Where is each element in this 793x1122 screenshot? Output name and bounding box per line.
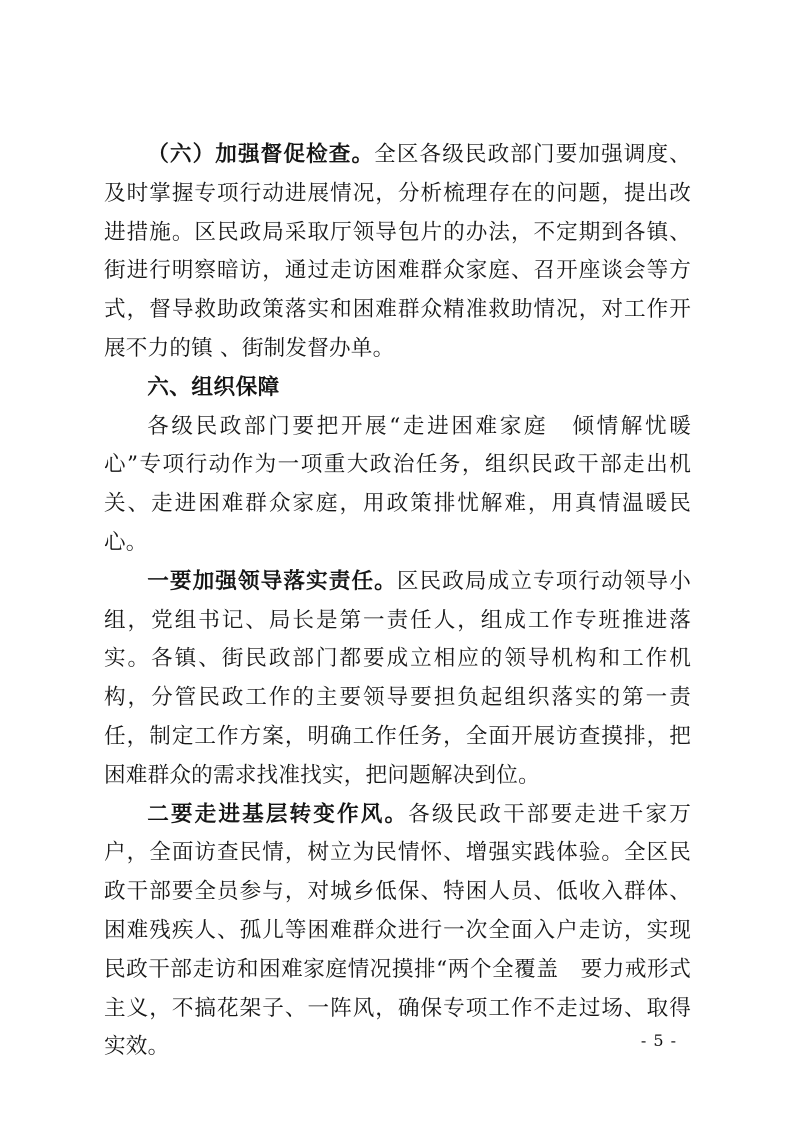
section-heading-text: 六、组织保障: [147, 374, 280, 400]
paragraph-text-strengthen-leadership: 区民政局成立专项行动领导小组，党组书记、局长是第一责任人，组成工作专班推进落实。各镇、街民政部门都要成立相应的领导机构和工作机构，分管民政工作的主要领导要担负起组织落实的第一责任，制定工作方案，明确工作任务，全面开展访查摸排，把困难群众的需求找准找实，把问题解决到位。: [104, 568, 691, 788]
paragraph-text-grassroots-workstyle: 各级民政干部要走进千家万户，全面访查民情，树立为民情怀、增强实践体验。全区民政干部要全员参与，对城乡低保、特困人员、低收入群体、困难残疾人、孤儿等困难群众进行一次全面入户走访，实现民政干部走访和困难家庭情况摸排“两个全覆盖 要力戒形式主义，不搞花架子、一阵风，确保专项工作不走过场、取得实效。: [104, 801, 692, 1060]
paragraph-strengthen-leadership: [104, 563, 691, 796]
paragraph-lead-grassroots-workstyle: 二要走进基层转变作风。: [147, 801, 409, 827]
paragraph-lead-supervision-check: （六）加强督促检查。: [147, 142, 375, 167]
paragraph-supervision-check: [104, 136, 691, 369]
section-heading-organizational-guarantee: [104, 369, 691, 408]
paragraph-text-supervision-check: 全区各级民政部门要加强调度、及时掌握专项行动进展情况，分析梳理存在的问题，提出改进措施。区民政局采取厅领导包片的办法，不定期到各镇、街进行明察暗访，通过走访困难群众家庭、召开座谈会等方式，督导救助政策落实和困难群众精准救助情况，对工作开展不力的镇 、街制发督办单。: [104, 142, 691, 361]
document-body: [104, 136, 691, 1067]
page-number: - 5 -: [640, 1031, 677, 1050]
paragraph-text-organizational-intro: 各级民政部门要把开展“走进困难家庭 倾情解忧暖心”专项行动作为一项重大政治任务，组织民政干部走出机关、走进困难群众家庭，用政策排忧解难，用真情温暖民心。: [104, 413, 691, 555]
paragraph-lead-strengthen-leadership: 一要加强领导落实责任。: [147, 568, 397, 594]
paragraph-grassroots-workstyle: [104, 796, 691, 1068]
paragraph-organizational-intro: [104, 408, 691, 563]
